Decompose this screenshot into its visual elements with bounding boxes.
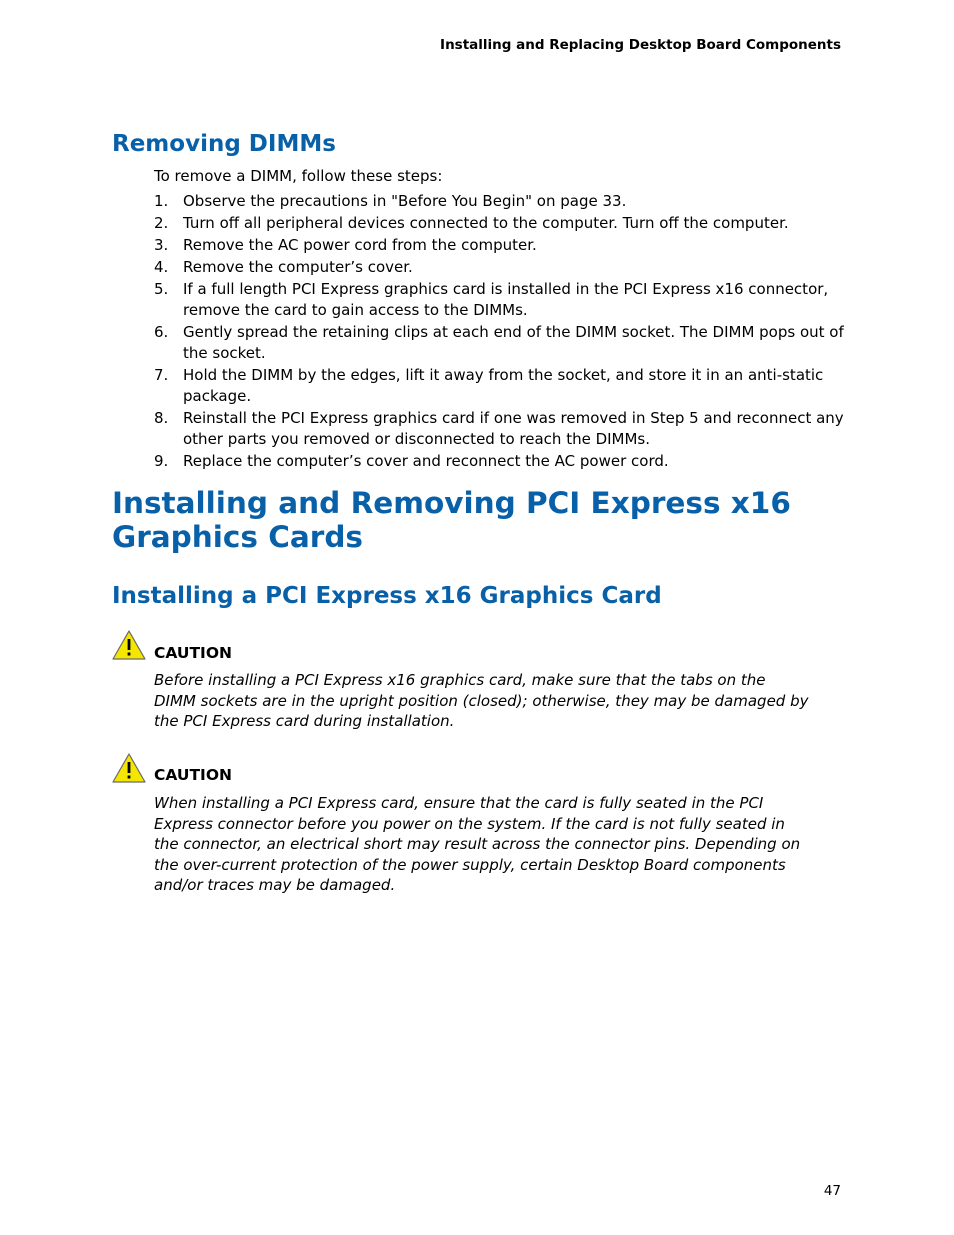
step-text: Observe the precautions in "Before You Begin" on page 33.	[183, 192, 627, 210]
step-text: Gently spread the retaining clips at each end of the DIMM socket. The DIMM pops out of the socket.	[183, 323, 844, 362]
warning-triangle-icon	[112, 753, 146, 783]
caution-text	[154, 670, 849, 732]
step-number: 6.	[154, 323, 169, 341]
step-text: Turn off all peripheral devices connected to the computer. Turn off the computer.	[183, 214, 789, 232]
caution-line: When installing a PCI Express card, ensure that the card is fully seated in the PCI	[154, 794, 764, 812]
step-number: 1.	[154, 192, 169, 210]
step-text: Replace the computer’s cover and reconnect the AC power cord.	[183, 452, 669, 470]
running-header: Installing and Replacing Desktop Board Components	[440, 37, 841, 53]
step-number: 3.	[154, 236, 169, 254]
step-number: 4.	[154, 258, 169, 276]
step-item	[154, 279, 854, 321]
caution-text	[154, 793, 849, 896]
step-text: Remove the AC power cord from the computer.	[183, 236, 537, 254]
step-text: Reinstall the PCI Express graphics card if one was removed in Step 5 and reconnect any other parts you removed or disconnected to reach the DIMMs.	[183, 409, 844, 448]
caution-line: the connector, an electrical short may result across the connector pins. Depending on	[154, 835, 801, 853]
step-item	[154, 365, 854, 407]
removing-dimms-intro: To remove a DIMM, follow these steps:	[154, 167, 443, 185]
step-text: Hold the DIMM by the edges, lift it away from the socket, and store it in an anti-static package.	[183, 366, 824, 405]
section-heading-installing-pci-card: Installing a PCI Express x16 Graphics Card	[112, 583, 662, 609]
warning-triangle-icon	[112, 630, 146, 660]
caution-line: Express connector before you power on the system. If the card is not fully seated in	[154, 814, 785, 833]
step-number: 9.	[154, 452, 169, 470]
step-text: Remove the computer’s cover.	[183, 258, 413, 276]
caution-line: DIMM sockets are in the upright position (closed); otherwise, they may be damaged by	[154, 691, 809, 710]
caution-line: the over-current protection of the power supply, certain Desktop Board components	[154, 855, 786, 874]
section-heading-removing-dimms: Removing DIMMs	[112, 131, 336, 157]
chapter-heading-pci-express	[112, 486, 791, 554]
step-item	[154, 322, 854, 364]
caution-label: CAUTION	[154, 644, 232, 662]
step-number: 5.	[154, 280, 169, 298]
step-number: 8.	[154, 409, 169, 427]
step-item	[154, 451, 854, 472]
caution-line: and/or traces may be damaged.	[154, 876, 396, 894]
step-text: If a full length PCI Express graphics card is installed in the PCI Express x16 connector, remove the card to gain access to the DIMMs.	[183, 280, 829, 319]
caution-line: Before installing a PCI Express x16 graphics card, make sure that the tabs on the	[154, 671, 766, 689]
chapter-heading-line-2: Graphics Cards	[112, 520, 363, 554]
step-item	[154, 257, 854, 278]
step-item	[154, 213, 854, 234]
page-number: 47	[823, 1183, 841, 1199]
step-number: 7.	[154, 366, 169, 384]
step-item	[154, 408, 854, 450]
step-number: 2.	[154, 214, 169, 232]
removing-dimms-steps	[154, 191, 854, 473]
step-item	[154, 191, 854, 212]
chapter-heading-line-1: Installing and Removing PCI Express x16	[112, 486, 791, 520]
caution-line: the PCI Express card during installation.	[154, 712, 455, 730]
caution-label: CAUTION	[154, 766, 232, 784]
step-item	[154, 235, 854, 256]
